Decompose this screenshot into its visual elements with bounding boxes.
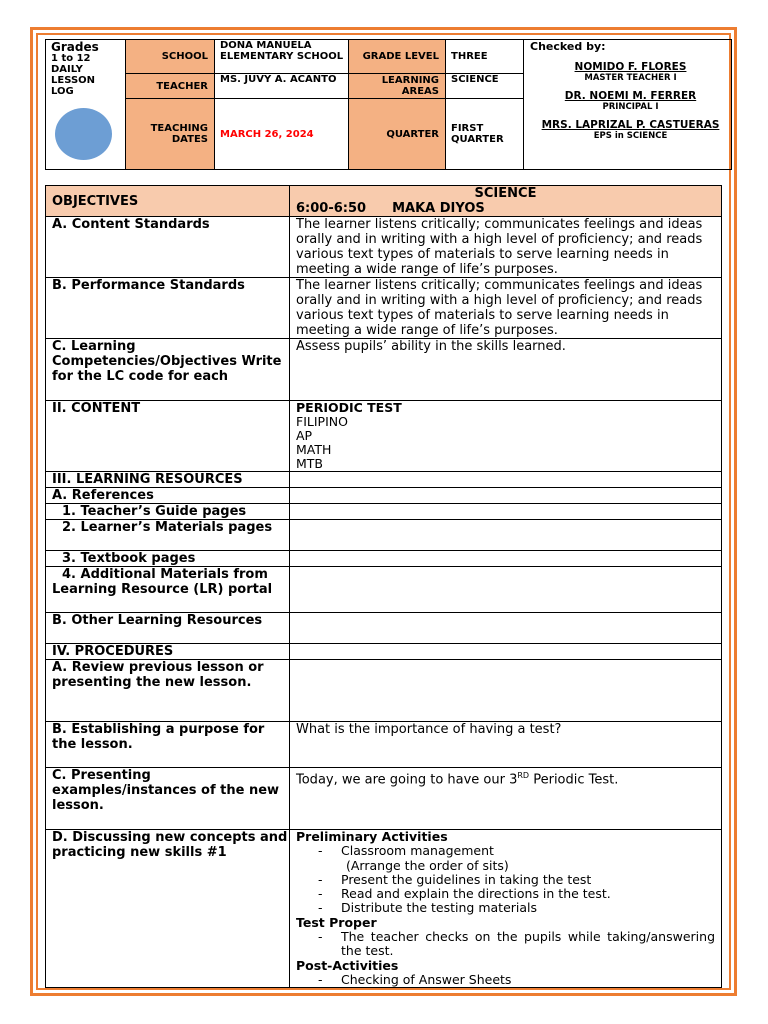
content-item: FILIPINO [296, 414, 348, 429]
review-value [290, 660, 722, 722]
test-proper-title: Test Proper [296, 914, 377, 930]
resources-label: III. LEARNING RESOURCES [46, 472, 290, 488]
additional-materials-text: 4. Additional Materials from Learning Resource (LR) portal [52, 567, 273, 597]
list-item [296, 844, 715, 873]
references-value [290, 488, 722, 504]
school-value: DONA MANUELA ELEMENTARY SCHOOL [215, 40, 349, 74]
school-label: SCHOOL [126, 40, 215, 74]
signatory [530, 91, 731, 112]
learning-areas-value: SCIENCE [446, 74, 524, 99]
teaching-dates-label: TEACHING DATES [126, 99, 215, 170]
performance-standards-text: The learner listens critically; communicates feelings and ideas orally and in writing with a high level of proficiency; and reads various text types of materials to serve learning needs in meeting a wide range of life’s purposes. [290, 278, 722, 339]
subject-name: SCIENCE [474, 186, 537, 201]
purpose-text: What is the importance of having a test? [290, 722, 722, 768]
dll-title-line: 1 to 12 [51, 53, 91, 64]
performance-standards-label: B. Performance Standards [46, 278, 290, 339]
quarter-label: QUARTER [349, 99, 446, 170]
textbook-pages-value [290, 551, 722, 567]
preliminary-list [296, 844, 715, 915]
header-table [45, 39, 732, 170]
content-item: MATH [296, 442, 332, 457]
signatory-role: MASTER TEACHER I [584, 73, 677, 83]
signatory [530, 62, 731, 83]
lesson-log-table [45, 185, 722, 988]
competencies-label: C. Learning Competencies/Objectives Write for the LC code for each [46, 339, 290, 401]
test-proper-list [296, 930, 715, 959]
grade-level-label: GRADE LEVEL [349, 40, 446, 74]
teacher-value: MS. JUVY A. ACANTO [215, 74, 349, 99]
dll-title-line: LESSON [51, 75, 96, 86]
content-standards-label: A. Content Standards [46, 217, 290, 278]
lm-pages-label [46, 520, 290, 551]
dll-title [46, 40, 126, 170]
schedule-line [296, 201, 715, 216]
list-item: - Read and explain the directions in the test. [296, 887, 715, 901]
lm-pages-text: 2. Learner’s Materials pages [62, 520, 273, 535]
list-item: - Distribute the testing materials [296, 901, 715, 915]
references-label: A. References [46, 488, 290, 504]
post-activities-list [296, 973, 715, 987]
content-item: AP [296, 428, 313, 443]
signatory-role: PRINCIPAL I [602, 102, 659, 112]
presenting-label: C. Presenting examples/instances of the new lesson. [46, 768, 290, 830]
list-item: - Present the guidelines in taking the test [296, 873, 715, 887]
other-resources-value [290, 613, 722, 644]
post-activities-title: Post-Activities [296, 957, 399, 973]
lm-pages-value [290, 520, 722, 551]
subject-header [290, 186, 722, 217]
preliminary-item: Classroom management [341, 843, 494, 859]
presenting-superscript: RD [517, 771, 530, 780]
grade-level-value: THREE [446, 40, 524, 74]
dll-title-line: DAILY [51, 64, 83, 75]
preliminary-note: (Arrange the order of sits) [346, 857, 509, 873]
checked-by-label: Checked by: [530, 40, 606, 53]
signatory-role: EPS in SCIENCE [593, 131, 668, 141]
list-item: - Checking of Answer Sheets [296, 973, 715, 987]
learning-areas-label: LEARNING AREAS [349, 74, 446, 99]
section-name: MAKA DIYOS [392, 201, 485, 216]
list-item: - The teacher checks on the pupils while taking/answering the test. [296, 930, 715, 959]
content-title: PERIODIC TEST [296, 400, 402, 415]
signatory [530, 120, 731, 141]
competencies-text: Assess pupils’ ability in the skills learned. [290, 339, 722, 401]
dll-title-line: LOG [51, 86, 74, 97]
content-item: MTB [296, 456, 323, 471]
discussing-label: D. Discussing new concepts and practicing new skills #1 [46, 830, 290, 988]
textbook-pages-label: 3. Textbook pages [46, 551, 290, 567]
schedule-time: 6:00-6:50 [296, 201, 367, 216]
content-standards-text: The learner listens critically; communicates feelings and ideas orally and in writing with a high level of proficiency; and reads various text types of materials to serve learning needs in meeting a wide range of life’s purposes. [290, 217, 722, 278]
quarter-value: FIRST QUARTER [446, 99, 524, 170]
resources-value [290, 472, 722, 488]
tg-pages-value [290, 504, 722, 520]
signatory-name: DR. NOEMI M. FERRER [564, 90, 697, 102]
signatory-name: NOMIDO F. FLORES [574, 61, 687, 73]
discussing-cell [290, 830, 722, 988]
additional-materials-value [290, 567, 722, 613]
dll-title-line: Grades [51, 40, 99, 54]
teacher-label: TEACHER [126, 74, 215, 99]
procedures-label: IV. PROCEDURES [46, 644, 290, 660]
checked-by-block [524, 40, 732, 170]
additional-materials-label [46, 567, 290, 613]
presenting-text-before: Today, we are going to have our 3 [296, 772, 518, 788]
content-cell [290, 401, 722, 472]
objectives-header: OBJECTIVES [46, 186, 290, 217]
presenting-text [290, 768, 722, 830]
content-label: II. CONTENT [46, 401, 290, 472]
purpose-label: B. Establishing a purpose for the lesson. [46, 722, 290, 768]
signatory-name: MRS. LAPRIZAL P. CASTUERAS [541, 119, 720, 131]
other-resources-label: B. Other Learning Resources [46, 613, 290, 644]
tg-pages-label: 1. Teacher’s Guide pages [46, 504, 290, 520]
procedures-value [290, 644, 722, 660]
presenting-text-after: Periodic Test. [529, 772, 619, 788]
school-logo [55, 108, 112, 160]
preliminary-title: Preliminary Activities [296, 829, 448, 844]
review-label: A. Review previous lesson or presenting the new lesson. [46, 660, 290, 722]
teaching-dates-value: MARCH 26, 2024 [215, 99, 349, 170]
